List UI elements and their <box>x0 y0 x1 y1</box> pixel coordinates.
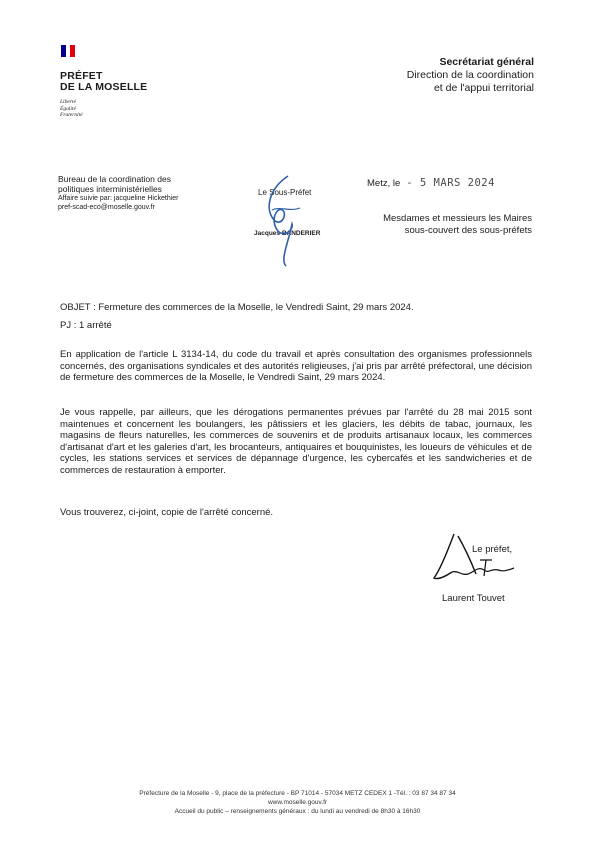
motto-egalite: Égalité <box>60 105 76 112</box>
logo-line-2: DE LA MOSELLE <box>60 81 148 93</box>
secretariat-title: Secrétariat général <box>439 56 534 68</box>
subprefect-label: Le Sous-Préfet <box>258 188 312 197</box>
bureau-email: pref-scad-eco@moselle.gouv.fr <box>58 204 155 211</box>
prefecture-logo-text <box>60 71 147 93</box>
prefect-label: Le préfet, <box>472 544 513 555</box>
attachments-line: PJ : 1 arrêté <box>60 320 112 331</box>
footer-hours: Accueil du public – renseignements généraux : du lundi au vendredi de 8h30 à 16h30 <box>174 808 421 816</box>
body-paragraph-1: En application de l'article L 3134-14, du code du travail et après consultation des organismes professionnels concernés, des organisations syndicales et des autorités religieuses, j'ai pris par arrêté préfectoral, une décision de fermeture des commerces de la Moselle, le Vendredi Saint, 29 mars 2024. <box>60 349 532 383</box>
direction-line-1: Direction de la coordination <box>406 69 534 81</box>
affaire-suivie-line: Affaire suivie par: jacqueline Hickethier <box>58 195 179 202</box>
body-paragraph-2: Je vous rappelle, par ailleurs, que les dérogations permanentes prévues par l'arrêté du 28 mai 2015 sont maintenues et concernent les boulangers, les pâtissiers et les glaciers, les débits de tabac, journaux, les magasins de fleurs naturelles, les commerces de souvenirs et de produits artisanaux locaux, les commerces d'artisanat d'art et les galeries d'art, les brocanteurs, antiquaires et bouquinistes, les loueurs de véhicules et de cycles, les stations services et services de dépannage d'urgence, les cybercafés et les sandwicheries et de commerces de restauration à emporter. <box>60 407 532 476</box>
marianne-flag-icon <box>61 45 75 57</box>
republic-motto <box>60 99 83 119</box>
letter-subject: OBJET : Fermeture des commerces de la Moselle, le Vendredi Saint, 29 mars 2024. <box>60 302 414 313</box>
bureau-block <box>58 174 179 212</box>
bureau-line-1: Bureau de la coordination des <box>58 174 171 184</box>
date-prefix: Metz, le <box>367 178 401 189</box>
department-header <box>407 56 534 95</box>
footer-address: Préfecture de la Moselle - 9, place de la préfecture - BP 71014 - 57034 METZ CEDEX 1 -Tél. : 03 87 34 87 34 <box>139 790 456 797</box>
footer-website[interactable]: www.moselle.gouv.fr <box>267 799 328 807</box>
recipients-line-1: Mesdames et messieurs les Maires <box>383 213 532 224</box>
subprefect-signature-icon <box>250 168 310 268</box>
subprefect-name: Jacques BANDERIER <box>254 230 321 237</box>
bureau-line-2: politiques interministérielles <box>58 184 162 194</box>
date-line <box>367 177 495 189</box>
page-footer <box>60 789 535 817</box>
body-paragraph-3: Vous trouverez, ci-joint, copie de l'arrêté concerné. <box>60 507 274 518</box>
date-stamp: - 5 MARS 2024 <box>406 177 495 189</box>
prefect-name: Laurent Touvet <box>442 593 505 604</box>
recipients-block <box>366 213 532 236</box>
logo-line-1: PRÉFET <box>60 70 103 82</box>
motto-liberte: Liberté <box>60 99 76 105</box>
motto-fraternite: Fraternité <box>60 112 83 118</box>
direction-line-2: et de l'appui territorial <box>433 82 534 94</box>
recipients-line-2: sous-couvert des sous-préfets <box>404 224 532 236</box>
prefect-signature-icon <box>428 530 518 586</box>
